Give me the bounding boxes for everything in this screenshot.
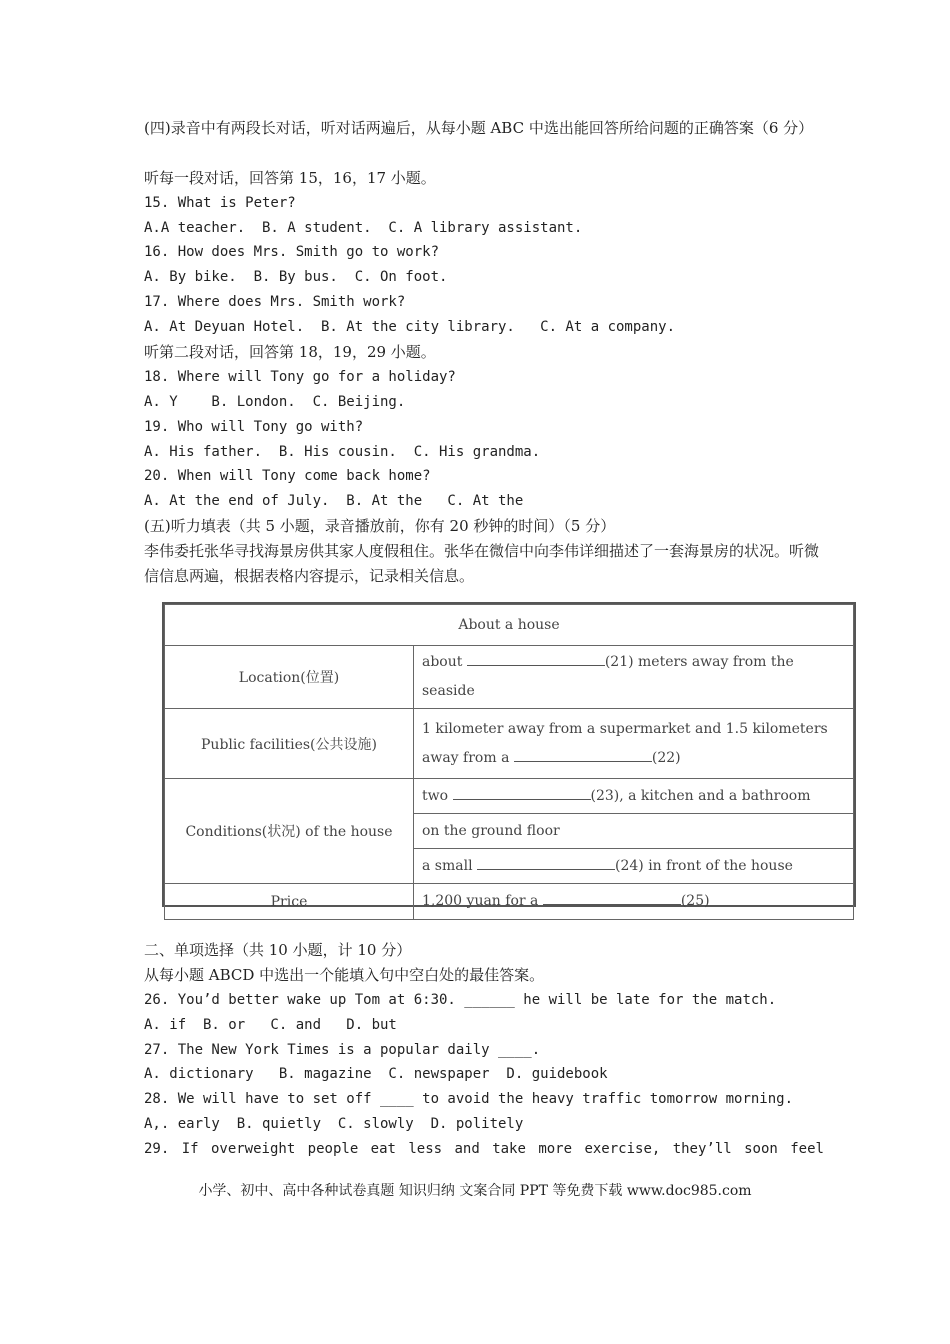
- question-20-options: A. At the end of July. B. At the C. At the: [144, 493, 524, 510]
- q29-word: more: [538, 1141, 573, 1158]
- facilities-cell: [414, 709, 854, 779]
- location-prefix: about: [422, 654, 463, 670]
- price-label: Price: [165, 884, 414, 920]
- section-5-description: 李伟委托张华寻找海景房供其家人度假租住。张华在微信中向李伟详细描述了一套海景房的状况。听微信信息两遍，根据表格内容提示，记录相关信息。: [144, 542, 820, 586]
- dialog-2-heading: 听第二段对话，回答第 18，19，29 小题。: [144, 343, 436, 362]
- question-18: 18. Where will Tony go for a holiday?: [144, 368, 456, 385]
- part-2-instruction: 从每小题 ABCD 中选出一个能填入句中空白处的最佳答案。: [144, 965, 545, 984]
- condition-2-cell: on the ground floor: [414, 814, 854, 849]
- question-27: 27. The New York Times is a popular daily ____.: [144, 1041, 541, 1058]
- q29-word: take: [492, 1141, 526, 1158]
- conditions-label: Conditions(状况) of the house: [165, 779, 414, 884]
- q29-word: feel: [790, 1141, 824, 1158]
- facilities-prefix: 1 kilometer away from a supermarket and 1.5 kilometers away from a: [422, 720, 828, 766]
- q29-word: and: [454, 1141, 480, 1158]
- question-26: 26. You’d better wake up Tom at 6:30. ______ he will be late for the match.: [144, 991, 777, 1008]
- question-15: 15. What is Peter?: [144, 194, 296, 211]
- question-17-options: A. At Deyuan Hotel. B. At the city library. C. At a company.: [144, 319, 676, 336]
- q29-word: soon: [744, 1141, 778, 1158]
- q29-word: they’ll: [672, 1141, 732, 1158]
- price-prefix: 1,200 yuan for a: [422, 893, 539, 909]
- q29-word: If: [181, 1141, 199, 1158]
- price-cell: [414, 884, 854, 920]
- question-15-options: A.A teacher. B. A student. C. A library assistant.: [144, 219, 583, 236]
- question-27-options: A. dictionary B. magazine C. newspaper D. guidebook: [144, 1066, 608, 1083]
- condition-1-prefix: two: [422, 787, 449, 804]
- blank-24: [477, 855, 615, 870]
- location-label: Location(位置): [165, 646, 414, 709]
- multiple-choice-section: [144, 938, 824, 1162]
- section-5-title: (五)听力填表（共 5 小题，录音播放前，你有 20 秒钟的时间）（5 分）: [144, 517, 616, 536]
- facilities-label: Public facilities(公共设施): [165, 709, 414, 779]
- q29-word: 29.: [144, 1141, 170, 1158]
- question-19-options: A. His father. B. His cousin. C. His grandma.: [144, 443, 541, 460]
- dialog-1-heading: 听每一段对话，回答第 15，16，17 小题。: [144, 168, 436, 187]
- page-footer: 小学、初中、高中各种试卷真题 知识归纳 文案合同 PPT 等免费下载 www.doc985.com: [198, 1183, 752, 1199]
- blank-23: [453, 785, 591, 800]
- listening-section-4: [144, 116, 824, 589]
- question-20: 20. When will Tony come back home?: [144, 468, 431, 485]
- q29-word: people: [307, 1141, 359, 1158]
- question-28-options: A,. early B. quietly C. slowly D. politely: [144, 1116, 524, 1133]
- condition-3-suffix: (24) in front of the house: [615, 857, 793, 874]
- part-2-title: 二、单项选择（共 10 小题，计 10 分）: [144, 941, 412, 959]
- location-suffix: (21) meters away from the seaside: [422, 654, 794, 699]
- section-4-intro: (四)录音中有两段长对话，听对话两遍后，从每小题 ABC 中选出能回答所给问题的正确答案（6 分）: [144, 119, 814, 137]
- condition-1-suffix: (23), a kitchen and a bathroom: [590, 787, 811, 804]
- condition-3-cell: [414, 849, 854, 884]
- blank-22: [514, 747, 652, 762]
- blank-21: [467, 651, 605, 666]
- table-header: About a house: [165, 605, 854, 646]
- house-info-table: [162, 602, 856, 910]
- condition-3-prefix: a small: [422, 857, 473, 874]
- question-16-options: A. By bike. B. By bus. C. On foot.: [144, 269, 448, 286]
- q29-word: exercise,: [584, 1141, 661, 1158]
- question-17: 17. Where does Mrs. Smith work?: [144, 294, 406, 311]
- price-suffix: (25): [680, 893, 710, 909]
- question-28: 28. We will have to set off ____ to avoid the heavy traffic tomorrow morning.: [144, 1091, 794, 1108]
- blank-25: [543, 890, 681, 905]
- question-16: 16. How does Mrs. Smith go to work?: [144, 244, 440, 261]
- q29-word: overweight: [210, 1141, 296, 1158]
- question-18-options: A. Y B. London. C. Beijing.: [144, 393, 406, 410]
- question-29: [144, 1137, 824, 1162]
- q29-word: eat: [370, 1141, 396, 1158]
- question-19: 19. Who will Tony go with?: [144, 418, 364, 435]
- q29-word: less: [408, 1141, 443, 1158]
- question-26-options: A. if B. or C. and D. but: [144, 1016, 397, 1033]
- location-cell: [414, 646, 854, 709]
- facilities-suffix: (22): [651, 749, 681, 766]
- condition-1-cell: [414, 779, 854, 814]
